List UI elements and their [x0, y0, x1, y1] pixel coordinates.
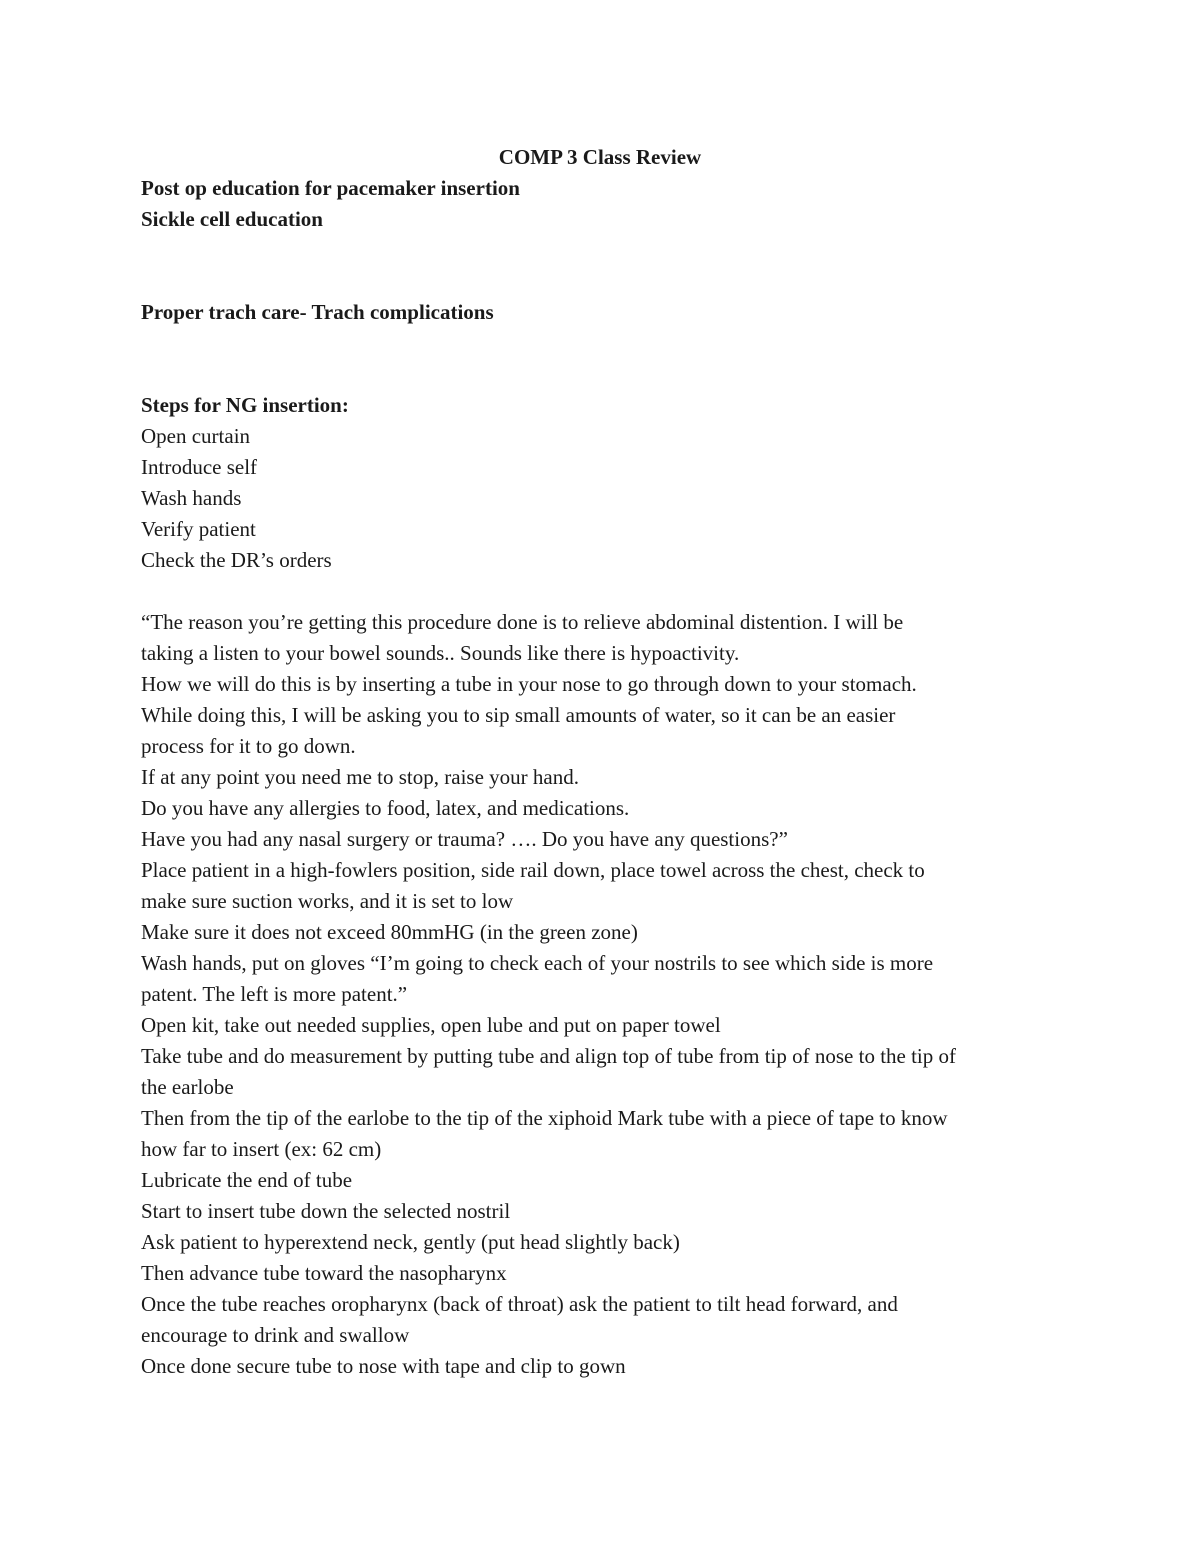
document-title: COMP 3 Class Review	[498, 145, 702, 169]
procedure-line: make sure suction works, and it is set to low	[141, 889, 514, 913]
procedure-line: “The reason you’re getting this procedure done is to relieve abdominal distention. I will be	[141, 610, 904, 634]
initial-step: Check the DR’s orders	[141, 548, 332, 572]
ng-heading: Steps for NG insertion:	[141, 393, 349, 417]
procedure-line: Lubricate the end of tube	[141, 1168, 353, 1192]
procedure-line: taking a listen to your bowel sounds.. Sounds like there is hypoactivity.	[141, 641, 740, 665]
procedure-line: Take tube and do measurement by putting tube and align top of tube from tip of nose to the tip of	[141, 1044, 957, 1068]
procedure-line: Ask patient to hyperextend neck, gently (put head slightly back)	[141, 1230, 680, 1254]
initial-step: Verify patient	[141, 517, 256, 541]
procedure-line: encourage to drink and swallow	[141, 1323, 410, 1347]
procedure-line: While doing this, I will be asking you to sip small amounts of water, so it can be an easier	[141, 703, 896, 727]
procedure-line: If at any point you need me to stop, raise your hand.	[141, 765, 579, 789]
ng-steps-section	[141, 390, 1071, 576]
procedure-line: how far to insert (ex: 62 cm)	[141, 1137, 382, 1161]
procedure-text	[141, 607, 1071, 1382]
procedure-line: Open kit, take out needed supplies, open lube and put on paper towel	[141, 1013, 721, 1037]
procedure-line: How we will do this is by inserting a tube in your nose to go through down to your stomach.	[141, 672, 917, 696]
procedure-line: Start to insert tube down the selected nostril	[141, 1199, 511, 1223]
topic-pacemaker: Post op education for pacemaker insertion	[141, 176, 520, 200]
initial-step: Wash hands	[141, 486, 242, 510]
topics-list	[141, 173, 1071, 235]
procedure-line: Then from the tip of the earlobe to the tip of the xiphoid Mark tube with a piece of tape to know	[141, 1106, 948, 1130]
initial-step: Introduce self	[141, 455, 258, 479]
procedure-line: Make sure it does not exceed 80mmHG (in the green zone)	[141, 920, 638, 944]
procedure-line: Once done secure tube to nose with tape and clip to gown	[141, 1354, 626, 1378]
trach-heading: Proper trach care- Trach complications	[141, 300, 494, 324]
procedure-line: Place patient in a high-fowlers position, side rail down, place towel across the chest, check to	[141, 858, 925, 882]
trach-section	[141, 297, 1071, 328]
procedure-line: Wash hands, put on gloves “I’m going to check each of your nostrils to see which side is more	[141, 951, 934, 975]
procedure-line: process for it to go down.	[141, 734, 356, 758]
procedure-line: Once the tube reaches oropharynx (back of throat) ask the patient to tilt head forward, and	[141, 1292, 898, 1316]
procedure-line: the earlobe	[141, 1075, 234, 1099]
procedure-line: Have you had any nasal surgery or trauma? …. Do you have any questions?”	[141, 827, 788, 851]
initial-step: Open curtain	[141, 424, 251, 448]
procedure-line: Then advance tube toward the nasopharynx	[141, 1261, 507, 1285]
procedure-line: patent. The left is more patent.”	[141, 982, 408, 1006]
procedure-line: Do you have any allergies to food, latex, and medications.	[141, 796, 630, 820]
topic-sickle-cell: Sickle cell education	[141, 207, 323, 231]
